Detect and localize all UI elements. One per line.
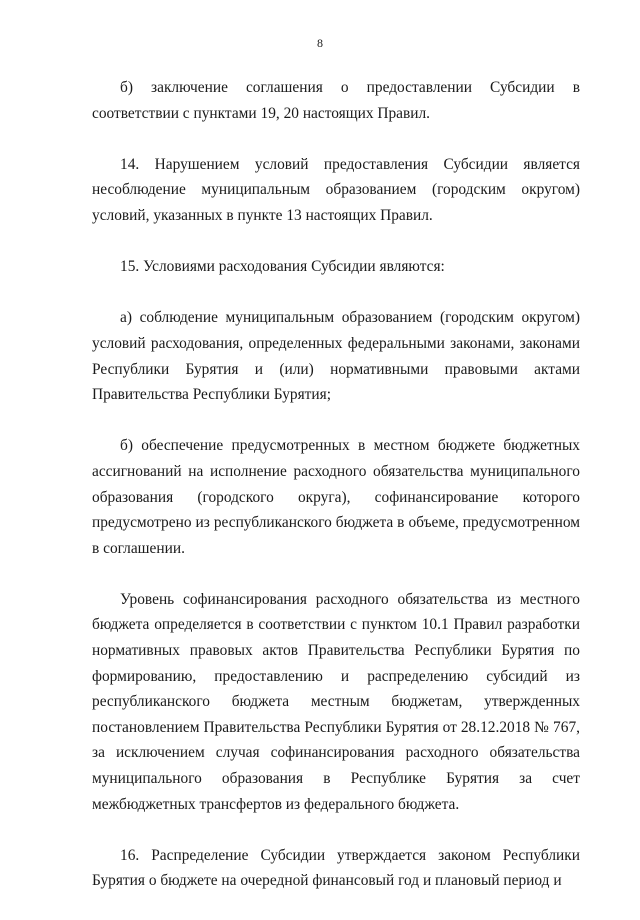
paragraph-15a: а) соблюдение муниципальным образованием (городским округом) условий расходования, определенных федеральными законами, законами Республики Бурятия и (или) нормативными правовыми актами Правительства Республики Бурятия;: [92, 309, 580, 404]
paragraph-13b: б) заключение соглашения о предоставлении Субсидии в соответствии с пунктами 19, 20 настоящих Правил.: [92, 79, 580, 122]
document-body: [92, 75, 580, 920]
paragraph-14: 14. Нарушением условий предоставления Субсидии является несоблюдение муниципальным образованием (городским округом) условий, указанных в пункте 13 настоящих Правил.: [92, 155, 580, 224]
paragraph-15b: б) обеспечение предусмотренных в местном бюджете бюджетных ассигнований на исполнение расходного обязательства муниципального образования (городского округа), софинансирование которого предусмотрено из республиканского бюджета в объеме, предусмотренном в соглашении.: [92, 437, 580, 557]
paragraph-15: 15. Условиями расходования Субсидии являются:: [120, 258, 445, 276]
paragraph-cofinancing: Уровень софинансирования расходного обязательства из местного бюджета определяется в соответствии с пунктом 10.1 Правил разработки нормативных правовых актов Правительства Республики Бурятия по формированию, предоставлению и распределению субсидий из республиканского бюджета местным бюджетам, утвержденных постановлением Правительства Республики Бурятия от 28.12.2018 № 767, за исключением случая софинансирования расходного обязательства муниципального образования в Республике Бурятия за счет межбюджетных трансфертов из федерального бюджета.: [92, 590, 580, 813]
page-number: 8: [317, 36, 323, 50]
paragraph-16: 16. Распределение Субсидии утверждается законом Республики Бурятия о бюджете на очередной финансовый год и плановый период и: [92, 846, 580, 890]
